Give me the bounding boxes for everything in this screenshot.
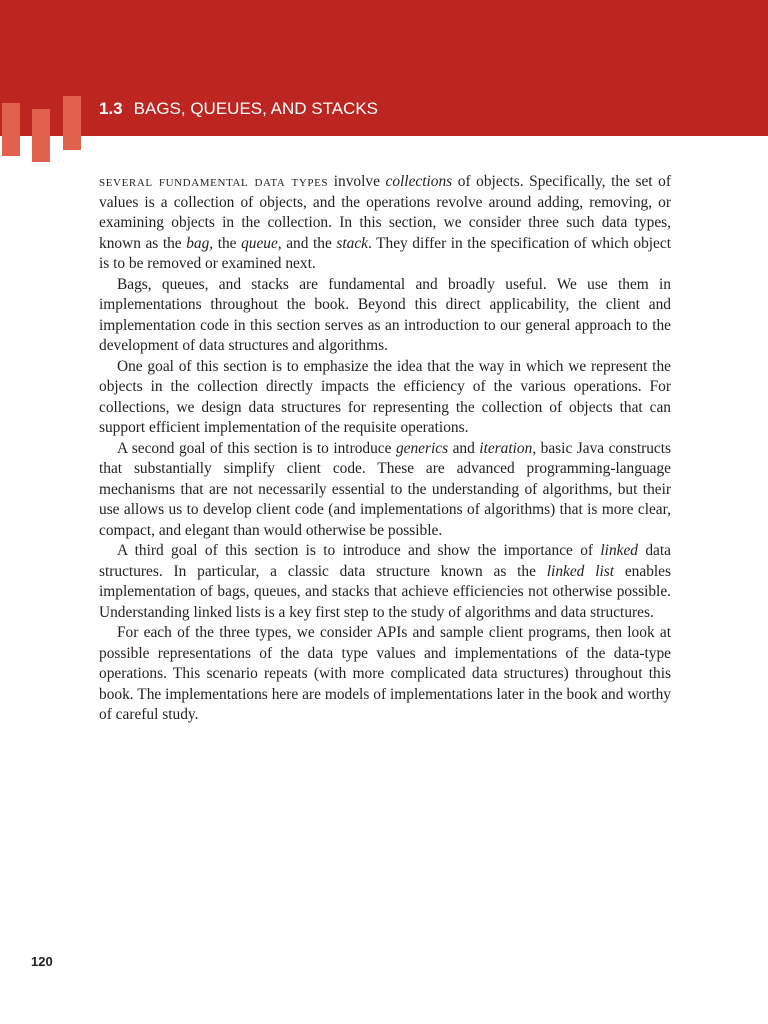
page-number: 120 (31, 954, 53, 969)
body-paragraph (99, 275, 671, 357)
decorative-bar (2, 103, 20, 156)
text-run: . They differ in the specification of which object is to be removed or examined next. (99, 234, 671, 272)
emphasized-term: stack (336, 234, 368, 252)
text-run: of objects. Specifically, the set of values is a collection of objects, and the operations revolve around adding, removing, or examining objects in the collection. In this section, we consider three such data types, known as the (99, 173, 671, 252)
body-text (99, 172, 671, 726)
section-number: 1.3 (99, 99, 123, 118)
text-run: and (448, 439, 480, 457)
emphasized-term: linked (600, 542, 638, 559)
emphasized-term: queue, (241, 234, 282, 252)
emphasized-term: linked list (546, 562, 615, 580)
decorative-bar (32, 109, 50, 162)
text-run: the (213, 234, 242, 252)
emphasized-term: bag, (186, 234, 214, 252)
body-paragraph (99, 172, 671, 275)
section-title: BAGS, QUEUES, AND STACKS (133, 99, 378, 118)
body-paragraph (99, 357, 671, 439)
body-paragraph (99, 439, 671, 542)
text-run: Bags, queues, and stacks are fundamental and broadly useful. We use them in implementations throughout the book. Beyond this direct applicability, the client and implementation code in this section serves as an introduction to our general approach to the development of data structures and algorithms. (99, 275, 671, 354)
decorative-bar (63, 96, 81, 150)
text-run: enables implementation of bags, queues, and stacks that achieve efficiencies not otherwise possible. Understanding linked lists is a key first step to the study of algorithms and data structures. (99, 562, 671, 621)
body-paragraph (99, 623, 671, 726)
emphasized-term: generics (395, 439, 449, 457)
text-run: A second goal of this section is to introduce (117, 439, 396, 457)
text-run: A third goal of this section is to introduce and show the importance of (117, 542, 601, 559)
text-run: For each of the three types, we consider APIs and sample client programs, then look at possible representations of the data type values and implementations of the data-type operations. This scenario repeats (with more complicated data structures) throughout this book. The implementations here are models of implementations later in the book and worthy of careful study. (99, 624, 671, 723)
text-run: data structures. In particular, a classic data structure known as the (99, 542, 671, 580)
section-heading (99, 97, 378, 121)
text-run: and the (281, 234, 337, 252)
lead-in-text: several fundamental data types (99, 173, 329, 190)
text-run: involve (328, 173, 386, 190)
text-run: , basic Java constructs that substantially simplify client code. These are advanced programming-language mechanisms that are not necessarily essential to the understanding of algorithms, but their use allows us to develop client code (and implementations of algorithms) that is more clear, compact, and elegant than would otherwise be possible. (99, 439, 672, 539)
text-run: One goal of this section is to emphasize the idea that the way in which we represent the objects in the collection directly impacts the efficiency of the various operations. For collections, we design data structures for representing the collection of objects that can support efficient implementation of the requisite operations. (99, 357, 671, 436)
body-paragraph (99, 541, 671, 623)
emphasized-term: collections (385, 173, 453, 190)
emphasized-term: iteration (479, 439, 533, 457)
